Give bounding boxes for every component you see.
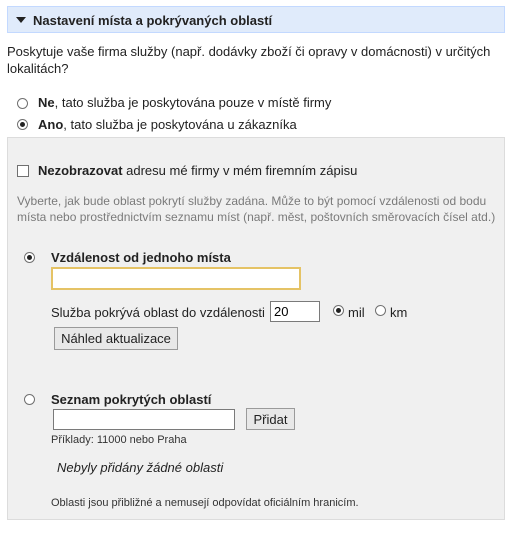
option-no-label: Ne, tato služba je poskytována pouze v místě firmy — [38, 95, 332, 110]
location-input[interactable] — [51, 267, 301, 290]
radio-no[interactable] — [17, 98, 28, 109]
preview-update-button[interactable]: Náhled aktualizace — [54, 327, 178, 350]
section-title: Nastavení místa a pokrývaných oblastí — [33, 13, 273, 28]
unit-mil-label: mil — [348, 305, 365, 320]
radio-area-list[interactable] — [24, 394, 35, 405]
area-list-label: Seznam pokrytých oblastí — [51, 392, 212, 407]
distance-input[interactable] — [270, 301, 320, 322]
hide-address-label: Nezobrazovat adresu mé firmy v mém firemním zápisu — [38, 163, 358, 178]
area-input[interactable] — [53, 409, 235, 430]
distance-label: Vzdálenost od jednoho místa — [51, 250, 231, 265]
examples-text: Příklady: 11000 nebo Praha — [51, 434, 187, 446]
coverage-description: Vyberte, jak bude oblast pokrytí služby zadána. Může to být pomocí vzdálenosti od bodu místa nebo prostřednictvím seznamu míst (např. měst, poštovních směrovacích čísel atd.) — [17, 194, 496, 224]
radio-unit-mil[interactable] — [333, 305, 344, 316]
no-areas-text: Nebyly přidány žádné oblasti — [57, 460, 224, 475]
radio-yes[interactable] — [17, 119, 28, 130]
triangle-down-icon — [16, 17, 26, 23]
service-question: Poskytuje vaše firma služby (např. dodávky zboží či opravy v domácnosti) v určitých lokalitách? — [7, 44, 491, 76]
footnote-text: Oblasti jsou přibližné a nemusejí odpovídat oficiálním hranicím. — [51, 497, 359, 509]
hide-address-checkbox[interactable] — [17, 165, 29, 177]
option-yes-label: Ano, tato služba je poskytována u zákazníka — [38, 117, 297, 132]
radio-unit-km[interactable] — [375, 305, 386, 316]
unit-km-label: km — [390, 305, 408, 320]
section-header[interactable] — [7, 6, 505, 33]
coverage-distance-label: Služba pokrývá oblast do vzdálenosti — [51, 305, 265, 320]
add-area-button[interactable]: Přidat — [246, 408, 295, 430]
radio-distance[interactable] — [24, 252, 35, 263]
